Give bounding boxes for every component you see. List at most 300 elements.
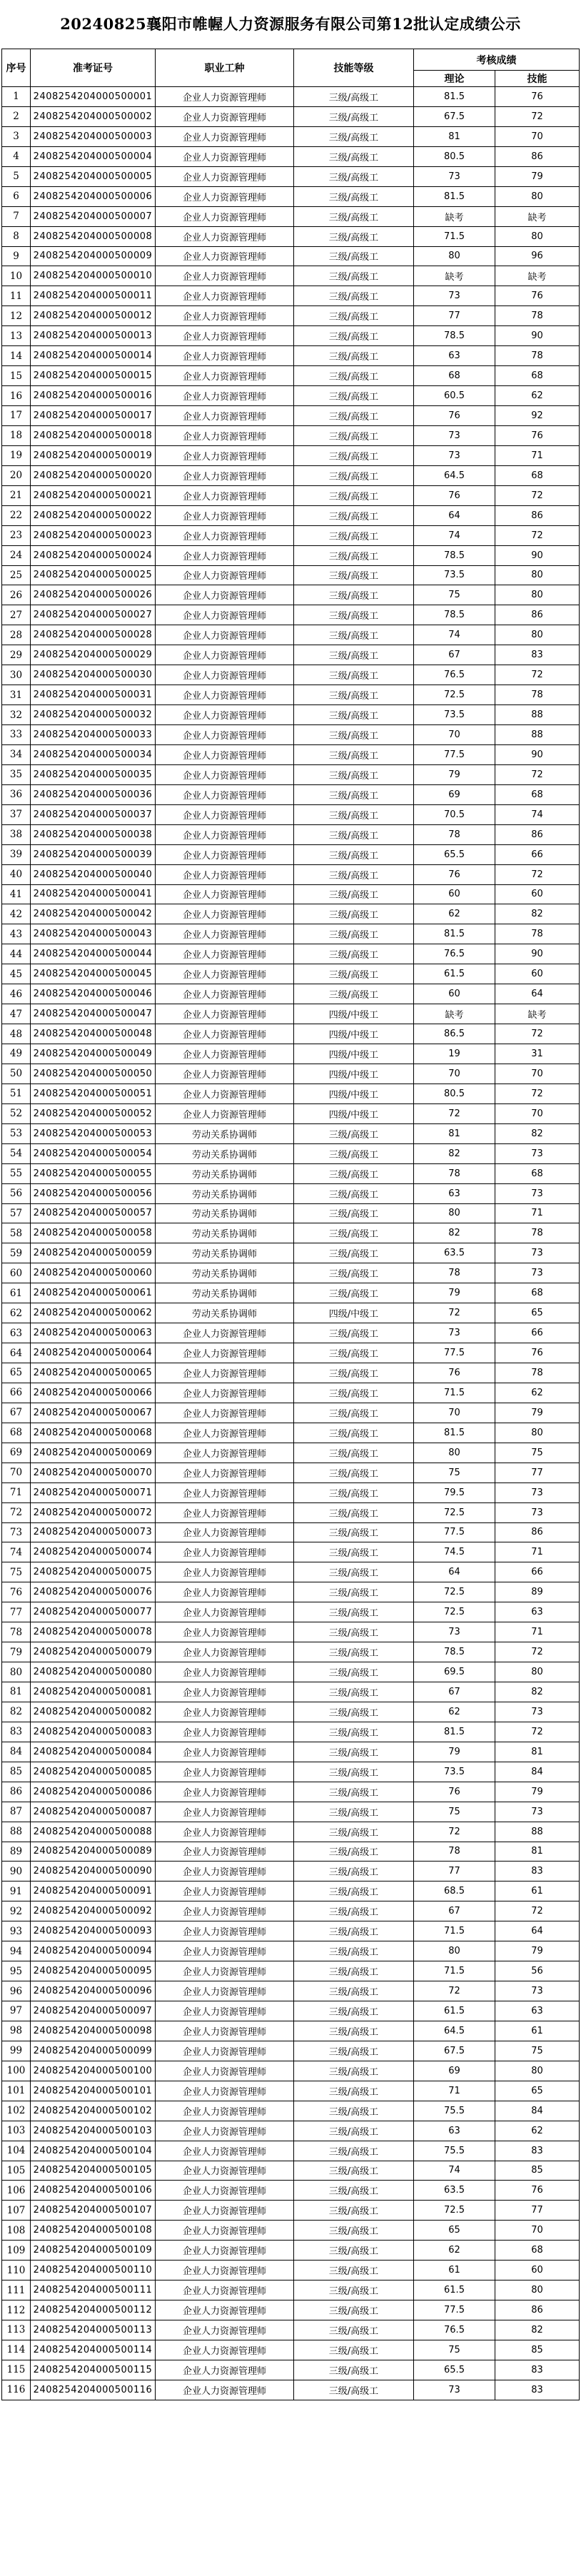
exam-no-cell: 2408254204000500116 xyxy=(31,2380,156,2400)
job-cell: 企业人力资源管理师 xyxy=(156,1662,294,1682)
exam-no-cell: 2408254204000500089 xyxy=(31,1842,156,1862)
job-cell: 企业人力资源管理师 xyxy=(156,2380,294,2400)
skill-score-cell: 78 xyxy=(495,1223,580,1243)
seq-cell: 61 xyxy=(2,1283,31,1303)
job-cell: 企业人力资源管理师 xyxy=(156,445,294,465)
theory-score-cell: 75.5 xyxy=(414,2101,495,2121)
seq-cell: 110 xyxy=(2,2261,31,2280)
level-cell: 三级/高级工 xyxy=(294,2161,414,2181)
seq-cell: 107 xyxy=(2,2201,31,2221)
exam-no-cell: 2408254204000500023 xyxy=(31,525,156,545)
exam-no-cell: 2408254204000500049 xyxy=(31,1044,156,1064)
theory-score-cell: 70 xyxy=(414,1403,495,1423)
theory-score-cell: 65.5 xyxy=(414,844,495,864)
header-seq: 序号 xyxy=(2,49,31,87)
seq-cell: 115 xyxy=(2,2360,31,2380)
level-cell: 三级/高级工 xyxy=(294,2360,414,2380)
seq-cell: 22 xyxy=(2,505,31,525)
skill-score-cell: 73 xyxy=(495,1183,580,1203)
job-cell: 企业人力资源管理师 xyxy=(156,306,294,326)
exam-no-cell: 2408254204000500073 xyxy=(31,1522,156,1542)
table-row xyxy=(2,764,580,784)
table-row xyxy=(2,1363,580,1383)
table-row xyxy=(2,2101,580,2121)
level-cell: 三级/高级工 xyxy=(294,1383,414,1403)
skill-score-cell: 80 xyxy=(495,1423,580,1443)
theory-score-cell: 80 xyxy=(414,1941,495,1961)
seq-cell: 20 xyxy=(2,465,31,485)
job-cell: 企业人力资源管理师 xyxy=(156,465,294,485)
job-cell: 企业人力资源管理师 xyxy=(156,665,294,685)
table-row xyxy=(2,2141,580,2161)
header-level: 技能等级 xyxy=(294,49,414,87)
seq-cell: 87 xyxy=(2,1802,31,1822)
table-row xyxy=(2,804,580,824)
theory-score-cell: 73 xyxy=(414,1622,495,1642)
seq-cell: 43 xyxy=(2,924,31,944)
job-cell: 企业人力资源管理师 xyxy=(156,2201,294,2221)
job-cell: 企业人力资源管理师 xyxy=(156,206,294,226)
seq-cell: 111 xyxy=(2,2280,31,2300)
job-cell: 企业人力资源管理师 xyxy=(156,2021,294,2041)
level-cell: 三级/高级工 xyxy=(294,1742,414,1762)
skill-score-cell: 73 xyxy=(495,1483,580,1502)
seq-cell: 65 xyxy=(2,1363,31,1383)
level-cell: 三级/高级工 xyxy=(294,964,414,984)
job-cell: 劳动关系协调师 xyxy=(156,1143,294,1163)
exam-no-cell: 2408254204000500035 xyxy=(31,764,156,784)
seq-cell: 85 xyxy=(2,1762,31,1782)
exam-no-cell: 2408254204000500002 xyxy=(31,106,156,126)
level-cell: 三级/高级工 xyxy=(294,1602,414,1622)
theory-score-cell: 72.5 xyxy=(414,2201,495,2221)
skill-score-cell: 70 xyxy=(495,1064,580,1084)
table-row xyxy=(2,326,580,346)
theory-score-cell: 71.5 xyxy=(414,1383,495,1403)
seq-cell: 28 xyxy=(2,625,31,645)
job-cell: 企业人力资源管理师 xyxy=(156,2340,294,2360)
results-table xyxy=(1,49,580,2400)
exam-no-cell: 2408254204000500112 xyxy=(31,2300,156,2320)
job-cell: 企业人力资源管理师 xyxy=(156,2360,294,2380)
job-cell: 企业人力资源管理师 xyxy=(156,1024,294,1044)
seq-cell: 31 xyxy=(2,685,31,705)
level-cell: 三级/高级工 xyxy=(294,1263,414,1283)
level-cell: 三级/高级工 xyxy=(294,1802,414,1822)
level-cell: 三级/高级工 xyxy=(294,2101,414,2121)
theory-score-cell: 74.5 xyxy=(414,1542,495,1562)
theory-score-cell: 73 xyxy=(414,166,495,186)
table-row xyxy=(2,366,580,386)
table-row xyxy=(2,1522,580,1542)
table-row xyxy=(2,2300,580,2320)
theory-score-cell: 76.5 xyxy=(414,2320,495,2340)
table-row xyxy=(2,306,580,326)
seq-cell: 84 xyxy=(2,1742,31,1762)
seq-cell: 24 xyxy=(2,545,31,565)
skill-score-cell: 80 xyxy=(495,1662,580,1682)
exam-no-cell: 2408254204000500011 xyxy=(31,286,156,306)
job-cell: 劳动关系协调师 xyxy=(156,1243,294,1263)
exam-no-cell: 2408254204000500028 xyxy=(31,625,156,645)
exam-no-cell: 2408254204000500108 xyxy=(31,2221,156,2241)
level-cell: 三级/高级工 xyxy=(294,445,414,465)
seq-cell: 30 xyxy=(2,665,31,685)
level-cell: 三级/高级工 xyxy=(294,2041,414,2061)
level-cell: 三级/高级工 xyxy=(294,1183,414,1203)
theory-score-cell: 65 xyxy=(414,2221,495,2241)
seq-cell: 49 xyxy=(2,1044,31,1064)
job-cell: 企业人力资源管理师 xyxy=(156,824,294,844)
exam-no-cell: 2408254204000500057 xyxy=(31,1203,156,1223)
theory-score-cell: 81.5 xyxy=(414,1423,495,1443)
seq-cell: 77 xyxy=(2,1602,31,1622)
job-cell: 企业人力资源管理师 xyxy=(156,2221,294,2241)
exam-no-cell: 2408254204000500102 xyxy=(31,2101,156,2121)
job-cell: 企业人力资源管理师 xyxy=(156,2101,294,2121)
table-row xyxy=(2,1822,580,1842)
skill-score-cell: 66 xyxy=(495,844,580,864)
exam-no-cell: 2408254204000500014 xyxy=(31,346,156,366)
exam-no-cell: 2408254204000500085 xyxy=(31,1762,156,1782)
exam-no-cell: 2408254204000500093 xyxy=(31,1921,156,1941)
theory-score-cell: 68.5 xyxy=(414,1882,495,1901)
exam-no-cell: 2408254204000500088 xyxy=(31,1822,156,1842)
exam-no-cell: 2408254204000500024 xyxy=(31,545,156,565)
seq-cell: 37 xyxy=(2,804,31,824)
level-cell: 三级/高级工 xyxy=(294,804,414,824)
skill-score-cell: 72 xyxy=(495,525,580,545)
job-cell: 企业人力资源管理师 xyxy=(156,645,294,665)
level-cell: 三级/高级工 xyxy=(294,665,414,685)
seq-cell: 3 xyxy=(2,126,31,146)
table-row xyxy=(2,1722,580,1742)
level-cell: 三级/高级工 xyxy=(294,2280,414,2300)
level-cell: 三级/高级工 xyxy=(294,2241,414,2261)
seq-cell: 59 xyxy=(2,1243,31,1263)
exam-no-cell: 2408254204000500096 xyxy=(31,1981,156,2001)
exam-no-cell: 2408254204000500054 xyxy=(31,1143,156,1163)
skill-score-cell: 66 xyxy=(495,1323,580,1343)
exam-no-cell: 2408254204000500066 xyxy=(31,1383,156,1403)
table-row xyxy=(2,226,580,246)
skill-score-cell: 72 xyxy=(495,764,580,784)
theory-score-cell: 缺考 xyxy=(414,1004,495,1024)
job-cell: 企业人力资源管理师 xyxy=(156,1323,294,1343)
theory-score-cell: 69 xyxy=(414,2061,495,2081)
exam-no-cell: 2408254204000500083 xyxy=(31,1722,156,1742)
job-cell: 企业人力资源管理师 xyxy=(156,924,294,944)
skill-score-cell: 72 xyxy=(495,1024,580,1044)
theory-score-cell: 72 xyxy=(414,1303,495,1323)
level-cell: 三级/高级工 xyxy=(294,545,414,565)
exam-no-cell: 2408254204000500036 xyxy=(31,784,156,804)
exam-no-cell: 2408254204000500005 xyxy=(31,166,156,186)
skill-score-cell: 60 xyxy=(495,884,580,904)
exam-no-cell: 2408254204000500082 xyxy=(31,1702,156,1722)
skill-score-cell: 56 xyxy=(495,1961,580,1981)
table-row xyxy=(2,1103,580,1123)
job-cell: 企业人力资源管理师 xyxy=(156,1742,294,1762)
level-cell: 三级/高级工 xyxy=(294,346,414,366)
seq-cell: 70 xyxy=(2,1463,31,1483)
theory-score-cell: 77.5 xyxy=(414,744,495,764)
seq-cell: 19 xyxy=(2,445,31,465)
exam-no-cell: 2408254204000500087 xyxy=(31,1802,156,1822)
level-cell: 三级/高级工 xyxy=(294,844,414,864)
exam-no-cell: 2408254204000500032 xyxy=(31,705,156,725)
table-row xyxy=(2,465,580,485)
exam-no-cell: 2408254204000500044 xyxy=(31,944,156,964)
table-row xyxy=(2,2320,580,2340)
exam-no-cell: 2408254204000500040 xyxy=(31,864,156,884)
seq-cell: 56 xyxy=(2,1183,31,1203)
exam-no-cell: 2408254204000500019 xyxy=(31,445,156,465)
job-cell: 企业人力资源管理师 xyxy=(156,1064,294,1084)
skill-score-cell: 82 xyxy=(495,904,580,924)
seq-cell: 86 xyxy=(2,1782,31,1802)
table-row xyxy=(2,1921,580,1941)
job-cell: 企业人力资源管理师 xyxy=(156,944,294,964)
job-cell: 企业人力资源管理师 xyxy=(156,1522,294,1542)
theory-score-cell: 63 xyxy=(414,1183,495,1203)
theory-score-cell: 75 xyxy=(414,1802,495,1822)
seq-cell: 21 xyxy=(2,485,31,505)
skill-score-cell: 61 xyxy=(495,2021,580,2041)
job-cell: 企业人力资源管理师 xyxy=(156,984,294,1004)
job-cell: 企业人力资源管理师 xyxy=(156,226,294,246)
theory-score-cell: 80.5 xyxy=(414,1084,495,1103)
skill-score-cell: 78 xyxy=(495,346,580,366)
table-row xyxy=(2,1542,580,1562)
table-row xyxy=(2,1582,580,1602)
skill-score-cell: 68 xyxy=(495,1283,580,1303)
seq-cell: 90 xyxy=(2,1862,31,1882)
level-cell: 三级/高级工 xyxy=(294,944,414,964)
seq-cell: 103 xyxy=(2,2121,31,2141)
table-row xyxy=(2,166,580,186)
job-cell: 企业人力资源管理师 xyxy=(156,286,294,306)
level-cell: 四级/中级工 xyxy=(294,1004,414,1024)
theory-score-cell: 73 xyxy=(414,2380,495,2400)
skill-score-cell: 80 xyxy=(495,565,580,585)
skill-score-cell: 62 xyxy=(495,1383,580,1403)
exam-no-cell: 2408254204000500045 xyxy=(31,964,156,984)
table-row xyxy=(2,2340,580,2360)
level-cell: 三级/高级工 xyxy=(294,2081,414,2101)
exam-no-cell: 2408254204000500091 xyxy=(31,1882,156,1901)
theory-score-cell: 70.5 xyxy=(414,804,495,824)
skill-score-cell: 71 xyxy=(495,1542,580,1562)
skill-score-cell: 76 xyxy=(495,425,580,445)
job-cell: 企业人力资源管理师 xyxy=(156,1842,294,1862)
skill-score-cell: 77 xyxy=(495,2201,580,2221)
exam-no-cell: 2408254204000500047 xyxy=(31,1004,156,1024)
table-row xyxy=(2,2081,580,2101)
exam-no-cell: 2408254204000500015 xyxy=(31,366,156,386)
seq-cell: 35 xyxy=(2,764,31,784)
level-cell: 三级/高级工 xyxy=(294,266,414,286)
table-row xyxy=(2,1862,580,1882)
job-cell: 企业人力资源管理师 xyxy=(156,425,294,445)
table-row xyxy=(2,2221,580,2241)
table-row xyxy=(2,2161,580,2181)
level-cell: 三级/高级工 xyxy=(294,1363,414,1383)
theory-score-cell: 缺考 xyxy=(414,206,495,226)
job-cell: 企业人力资源管理师 xyxy=(156,1562,294,1582)
theory-score-cell: 缺考 xyxy=(414,266,495,286)
seq-cell: 57 xyxy=(2,1203,31,1223)
job-cell: 企业人力资源管理师 xyxy=(156,2141,294,2161)
exam-no-cell: 2408254204000500042 xyxy=(31,904,156,924)
table-row xyxy=(2,1901,580,1921)
job-cell: 企业人力资源管理师 xyxy=(156,2181,294,2201)
job-cell: 企业人力资源管理师 xyxy=(156,585,294,605)
theory-score-cell: 78 xyxy=(414,1263,495,1283)
level-cell: 三级/高级工 xyxy=(294,386,414,406)
level-cell: 三级/高级工 xyxy=(294,1702,414,1722)
level-cell: 三级/高级工 xyxy=(294,1722,414,1742)
exam-no-cell: 2408254204000500031 xyxy=(31,685,156,705)
skill-score-cell: 88 xyxy=(495,1822,580,1842)
skill-score-cell: 31 xyxy=(495,1044,580,1064)
exam-no-cell: 2408254204000500007 xyxy=(31,206,156,226)
job-cell: 企业人力资源管理师 xyxy=(156,126,294,146)
table-row xyxy=(2,406,580,426)
table-row xyxy=(2,505,580,525)
skill-score-cell: 90 xyxy=(495,545,580,565)
level-cell: 三级/高级工 xyxy=(294,1163,414,1183)
skill-score-cell: 86 xyxy=(495,1522,580,1542)
exam-no-cell: 2408254204000500105 xyxy=(31,2161,156,2181)
job-cell: 企业人力资源管理师 xyxy=(156,1403,294,1423)
level-cell: 三级/高级工 xyxy=(294,1842,414,1862)
table-row xyxy=(2,1502,580,1522)
skill-score-cell: 缺考 xyxy=(495,1004,580,1024)
seq-cell: 102 xyxy=(2,2101,31,2121)
table-row xyxy=(2,146,580,166)
skill-score-cell: 82 xyxy=(495,2320,580,2340)
table-row xyxy=(2,665,580,685)
level-cell: 三级/高级工 xyxy=(294,1443,414,1463)
theory-score-cell: 73.5 xyxy=(414,565,495,585)
seq-cell: 79 xyxy=(2,1642,31,1662)
table-row xyxy=(2,2261,580,2280)
job-cell: 企业人力资源管理师 xyxy=(156,2280,294,2300)
table-row xyxy=(2,1882,580,1901)
table-row xyxy=(2,924,580,944)
job-cell: 企业人力资源管理师 xyxy=(156,485,294,505)
job-cell: 劳动关系协调师 xyxy=(156,1303,294,1323)
level-cell: 四级/中级工 xyxy=(294,1064,414,1084)
level-cell: 三级/高级工 xyxy=(294,1921,414,1941)
seq-cell: 80 xyxy=(2,1662,31,1682)
level-cell: 三级/高级工 xyxy=(294,1502,414,1522)
theory-score-cell: 61.5 xyxy=(414,2001,495,2021)
skill-score-cell: 79 xyxy=(495,166,580,186)
header-score-group: 考核成绩 xyxy=(414,49,580,71)
table-row xyxy=(2,744,580,764)
table-row xyxy=(2,106,580,126)
seq-cell: 83 xyxy=(2,1722,31,1742)
table-row xyxy=(2,1622,580,1642)
level-cell: 三级/高级工 xyxy=(294,1283,414,1303)
level-cell: 三级/高级工 xyxy=(294,465,414,485)
job-cell: 企业人力资源管理师 xyxy=(156,1981,294,2001)
exam-no-cell: 2408254204000500065 xyxy=(31,1363,156,1383)
job-cell: 企业人力资源管理师 xyxy=(156,705,294,725)
table-row xyxy=(2,485,580,505)
skill-score-cell: 75 xyxy=(495,1443,580,1463)
table-row xyxy=(2,1143,580,1163)
theory-score-cell: 81.5 xyxy=(414,924,495,944)
exam-no-cell: 2408254204000500095 xyxy=(31,1961,156,1981)
table-row xyxy=(2,1961,580,1981)
page-title: 20240825襄阳市帷幄人力资源服务有限公司第12批认定成绩公示 xyxy=(60,15,521,33)
exam-no-cell: 2408254204000500039 xyxy=(31,844,156,864)
theory-score-cell: 79 xyxy=(414,1742,495,1762)
theory-score-cell: 69.5 xyxy=(414,1662,495,1682)
skill-score-cell: 70 xyxy=(495,1103,580,1123)
seq-cell: 96 xyxy=(2,1981,31,2001)
job-cell: 企业人力资源管理师 xyxy=(156,1084,294,1103)
exam-no-cell: 2408254204000500101 xyxy=(31,2081,156,2101)
job-cell: 企业人力资源管理师 xyxy=(156,1463,294,1483)
job-cell: 企业人力资源管理师 xyxy=(156,2300,294,2320)
theory-score-cell: 78 xyxy=(414,1842,495,1862)
skill-score-cell: 81 xyxy=(495,1742,580,1762)
exam-no-cell: 2408254204000500052 xyxy=(31,1103,156,1123)
skill-score-cell: 96 xyxy=(495,246,580,266)
skill-score-cell: 72 xyxy=(495,485,580,505)
level-cell: 三级/高级工 xyxy=(294,1981,414,2001)
theory-score-cell: 75.5 xyxy=(414,2141,495,2161)
skill-score-cell: 79 xyxy=(495,1782,580,1802)
skill-score-cell: 61 xyxy=(495,1882,580,1901)
exam-no-cell: 2408254204000500115 xyxy=(31,2360,156,2380)
table-row xyxy=(2,346,580,366)
seq-cell: 50 xyxy=(2,1064,31,1084)
job-cell: 企业人力资源管理师 xyxy=(156,106,294,126)
exam-no-cell: 2408254204000500084 xyxy=(31,1742,156,1762)
level-cell: 三级/高级工 xyxy=(294,186,414,206)
level-cell: 三级/高级工 xyxy=(294,1483,414,1502)
theory-score-cell: 60.5 xyxy=(414,386,495,406)
job-cell: 企业人力资源管理师 xyxy=(156,146,294,166)
table-row xyxy=(2,984,580,1004)
seq-cell: 72 xyxy=(2,1502,31,1522)
theory-score-cell: 76 xyxy=(414,485,495,505)
level-cell: 三级/高级工 xyxy=(294,2340,414,2360)
level-cell: 三级/高级工 xyxy=(294,306,414,326)
level-cell: 三级/高级工 xyxy=(294,1822,414,1842)
job-cell: 企业人力资源管理师 xyxy=(156,166,294,186)
seq-cell: 26 xyxy=(2,585,31,605)
skill-score-cell: 72 xyxy=(495,1901,580,1921)
exam-no-cell: 2408254204000500058 xyxy=(31,1223,156,1243)
job-cell: 劳动关系协调师 xyxy=(156,1163,294,1183)
table-row xyxy=(2,2201,580,2221)
table-row xyxy=(2,87,580,107)
job-cell: 企业人力资源管理师 xyxy=(156,964,294,984)
theory-score-cell: 82 xyxy=(414,1223,495,1243)
skill-score-cell: 78 xyxy=(495,306,580,326)
theory-score-cell: 71.5 xyxy=(414,1921,495,1941)
seq-cell: 18 xyxy=(2,425,31,445)
level-cell: 三级/高级工 xyxy=(294,705,414,725)
exam-no-cell: 2408254204000500094 xyxy=(31,1941,156,1961)
level-cell: 三级/高级工 xyxy=(294,2300,414,2320)
